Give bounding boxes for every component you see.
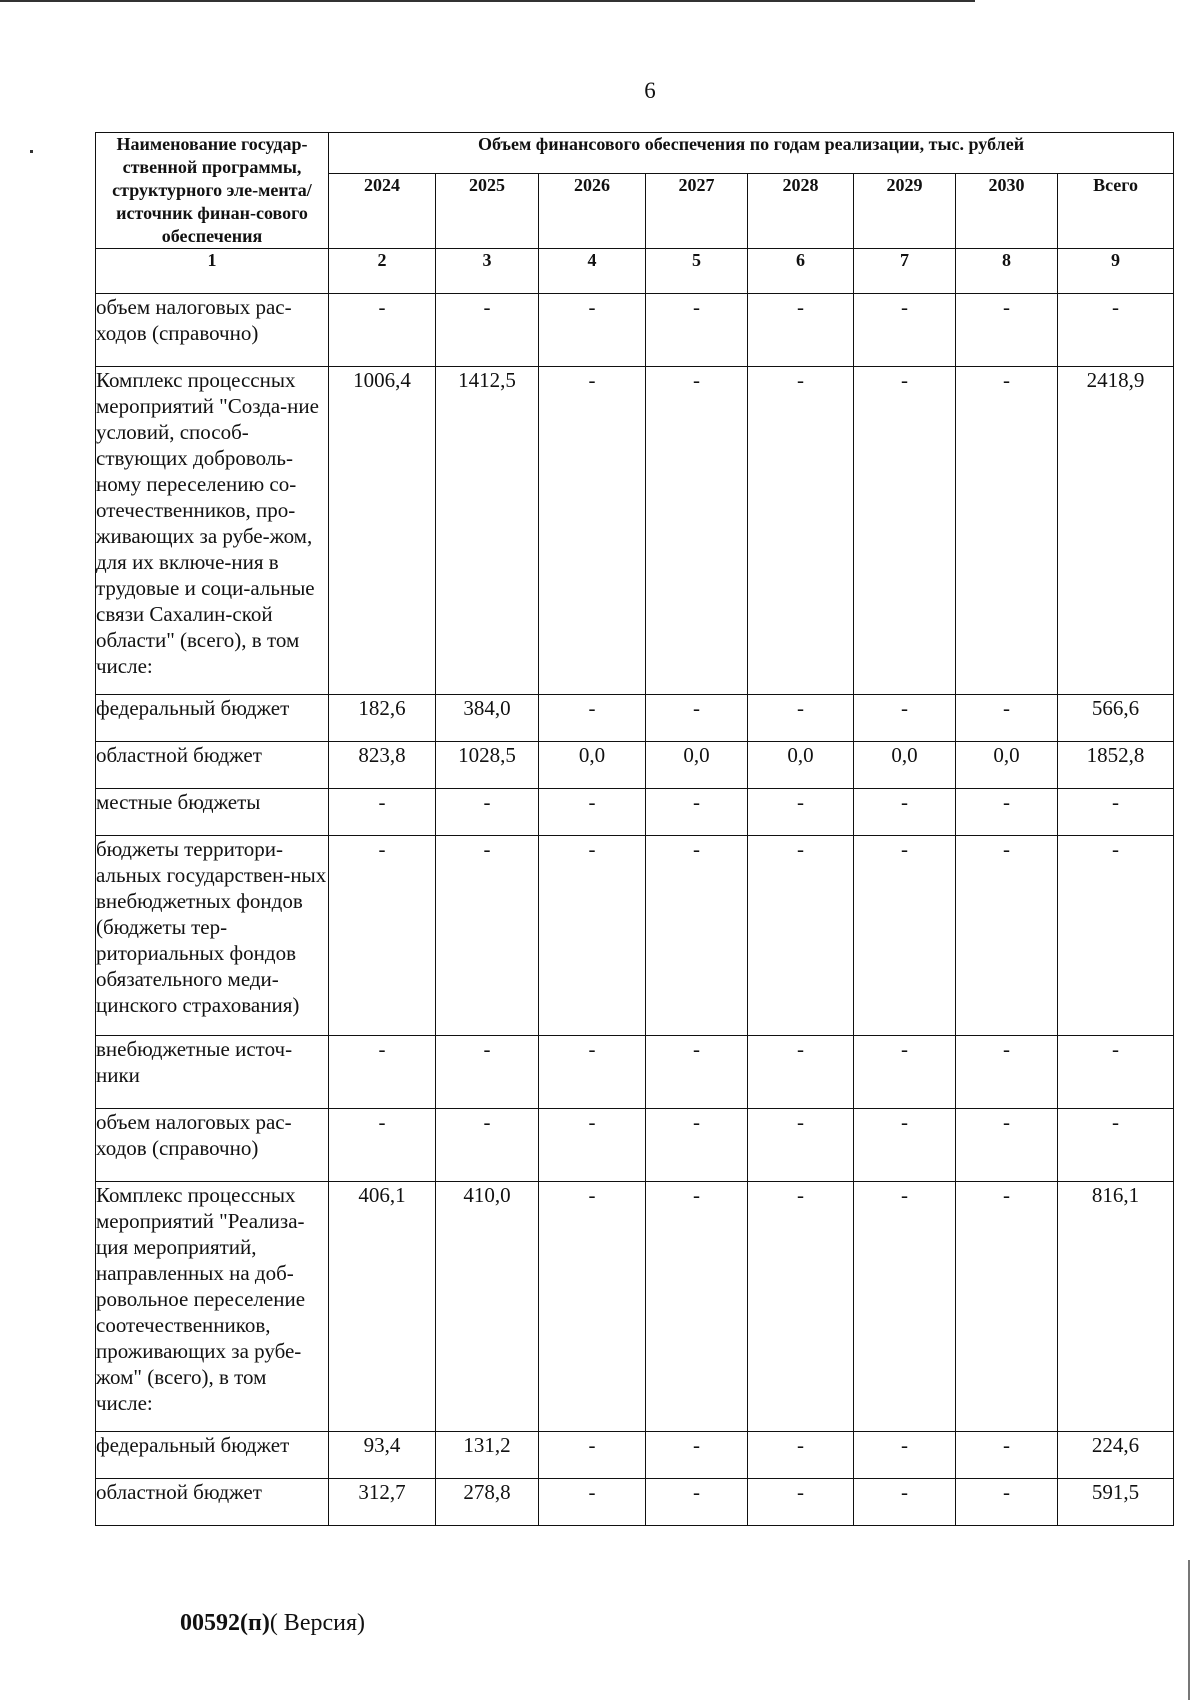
row-value: - bbox=[539, 836, 646, 1036]
row-value: - bbox=[956, 1479, 1058, 1526]
row-value: - bbox=[329, 1036, 436, 1109]
row-value: - bbox=[748, 1479, 854, 1526]
header-year: 2029 bbox=[854, 174, 956, 249]
table-row bbox=[96, 695, 1174, 742]
table-row bbox=[96, 1036, 1174, 1109]
row-value: - bbox=[854, 1182, 956, 1432]
column-number: 6 bbox=[748, 249, 854, 294]
column-number: 7 bbox=[854, 249, 956, 294]
row-value: - bbox=[539, 1036, 646, 1109]
column-number: 2 bbox=[329, 249, 436, 294]
header-name-column: Наименование государ-ственной программы, структурного эле-мента/источник финан-сового обеспечения bbox=[96, 133, 329, 249]
row-name: Комплекс процессных мероприятий "Реализа-ция мероприятий, направленных на доб-ровольное переселение соотечественников, проживающих за рубе-жом" (всего), в том числе: bbox=[96, 1182, 329, 1432]
row-value: - bbox=[956, 1432, 1058, 1479]
row-value: - bbox=[329, 836, 436, 1036]
row-total: 591,5 bbox=[1058, 1479, 1174, 1526]
row-value: - bbox=[539, 1109, 646, 1182]
row-value: 0,0 bbox=[646, 742, 748, 789]
row-value: - bbox=[956, 789, 1058, 836]
row-value: 278,8 bbox=[436, 1479, 539, 1526]
row-value: - bbox=[748, 695, 854, 742]
row-value: - bbox=[329, 1109, 436, 1182]
table-row bbox=[96, 1109, 1174, 1182]
header-year: 2026 bbox=[539, 174, 646, 249]
row-value: - bbox=[854, 294, 956, 367]
column-number: 9 bbox=[1058, 249, 1174, 294]
row-name: объем налоговых рас-ходов (справочно) bbox=[96, 1109, 329, 1182]
column-number: 8 bbox=[956, 249, 1058, 294]
row-value: - bbox=[539, 1479, 646, 1526]
row-value: - bbox=[854, 695, 956, 742]
row-value: 384,0 bbox=[436, 695, 539, 742]
row-value: - bbox=[748, 789, 854, 836]
header-total: Всего bbox=[1058, 174, 1174, 249]
table-row bbox=[96, 1479, 1174, 1526]
row-value: 823,8 bbox=[329, 742, 436, 789]
row-total: 816,1 bbox=[1058, 1182, 1174, 1432]
row-value: - bbox=[854, 1109, 956, 1182]
row-value: 0,0 bbox=[956, 742, 1058, 789]
row-value: - bbox=[539, 1182, 646, 1432]
row-value: - bbox=[539, 695, 646, 742]
row-value: - bbox=[956, 695, 1058, 742]
row-value: 410,0 bbox=[436, 1182, 539, 1432]
row-value: - bbox=[748, 294, 854, 367]
row-name: федеральный бюджет bbox=[96, 695, 329, 742]
top-rule bbox=[0, 0, 975, 2]
row-value: - bbox=[956, 836, 1058, 1036]
document-code bbox=[180, 1610, 365, 1637]
row-value: - bbox=[748, 1036, 854, 1109]
document-code-number: 00592(п) bbox=[180, 1610, 270, 1636]
row-value: - bbox=[436, 294, 539, 367]
row-name: внебюджетные источ-ники bbox=[96, 1036, 329, 1109]
scan-mark-left bbox=[30, 150, 33, 153]
row-value: - bbox=[956, 294, 1058, 367]
row-value: - bbox=[956, 1182, 1058, 1432]
row-value: - bbox=[539, 367, 646, 695]
table-row bbox=[96, 367, 1174, 695]
row-value: - bbox=[646, 294, 748, 367]
row-name: бюджеты территори-альных государствен-ных внебюджетных фондов (бюджеты тер-риториальных фондов обязательного меди-цинского страхования) bbox=[96, 836, 329, 1036]
row-value: 1006,4 bbox=[329, 367, 436, 695]
row-total: - bbox=[1058, 1036, 1174, 1109]
row-value: - bbox=[646, 1109, 748, 1182]
table-row bbox=[96, 836, 1174, 1036]
scan-mark-right bbox=[1188, 1560, 1190, 1700]
row-value: - bbox=[646, 789, 748, 836]
row-value: - bbox=[436, 836, 539, 1036]
row-total: - bbox=[1058, 789, 1174, 836]
page-number: 6 bbox=[644, 78, 656, 103]
document-code-version: ( Версия) bbox=[269, 1610, 365, 1636]
row-value: - bbox=[646, 1479, 748, 1526]
row-value: - bbox=[539, 789, 646, 836]
row-value: - bbox=[329, 294, 436, 367]
row-value: 131,2 bbox=[436, 1432, 539, 1479]
row-value: 93,4 bbox=[329, 1432, 436, 1479]
row-value: - bbox=[854, 1479, 956, 1526]
table-row bbox=[96, 1182, 1174, 1432]
row-value: 312,7 bbox=[329, 1479, 436, 1526]
row-value: - bbox=[956, 367, 1058, 695]
row-value: - bbox=[539, 294, 646, 367]
row-total: 566,6 bbox=[1058, 695, 1174, 742]
row-name: федеральный бюджет bbox=[96, 1432, 329, 1479]
row-value: - bbox=[748, 1432, 854, 1479]
row-value: - bbox=[854, 1036, 956, 1109]
row-value: - bbox=[748, 1109, 854, 1182]
column-number: 3 bbox=[436, 249, 539, 294]
row-total: - bbox=[1058, 1109, 1174, 1182]
header-year: 2028 bbox=[748, 174, 854, 249]
row-value: 182,6 bbox=[329, 695, 436, 742]
row-value: - bbox=[646, 1036, 748, 1109]
row-value: - bbox=[646, 1182, 748, 1432]
column-number: 1 bbox=[96, 249, 329, 294]
header-year: 2027 bbox=[646, 174, 748, 249]
row-value: - bbox=[748, 836, 854, 1036]
row-value: - bbox=[646, 836, 748, 1036]
table-row bbox=[96, 294, 1174, 367]
row-value: 1028,5 bbox=[436, 742, 539, 789]
row-value: - bbox=[956, 1036, 1058, 1109]
row-value: - bbox=[436, 789, 539, 836]
column-number: 4 bbox=[539, 249, 646, 294]
row-total: - bbox=[1058, 294, 1174, 367]
row-total: 2418,9 bbox=[1058, 367, 1174, 695]
row-value: - bbox=[646, 367, 748, 695]
row-name: областной бюджет bbox=[96, 742, 329, 789]
row-value: - bbox=[854, 1432, 956, 1479]
financing-table bbox=[95, 132, 1174, 1526]
row-value: - bbox=[436, 1109, 539, 1182]
header-year: 2024 bbox=[329, 174, 436, 249]
header-year: 2025 bbox=[436, 174, 539, 249]
row-value: - bbox=[748, 1182, 854, 1432]
row-value: - bbox=[854, 789, 956, 836]
row-value: - bbox=[854, 836, 956, 1036]
row-value: - bbox=[854, 367, 956, 695]
row-name: местные бюджеты bbox=[96, 789, 329, 836]
row-total: 224,6 bbox=[1058, 1432, 1174, 1479]
row-value: - bbox=[539, 1432, 646, 1479]
row-total: - bbox=[1058, 836, 1174, 1036]
row-value: 1412,5 bbox=[436, 367, 539, 695]
row-value: - bbox=[329, 789, 436, 836]
row-name: областной бюджет bbox=[96, 1479, 329, 1526]
table-row bbox=[96, 789, 1174, 836]
table-row bbox=[96, 1432, 1174, 1479]
row-value: - bbox=[646, 695, 748, 742]
header-row-group bbox=[96, 133, 1174, 174]
header-group-title: Объем финансового обеспечения по годам реализации, тыс. рублей bbox=[329, 133, 1174, 174]
row-value: 406,1 bbox=[329, 1182, 436, 1432]
row-value: 0,0 bbox=[854, 742, 956, 789]
row-value: - bbox=[956, 1109, 1058, 1182]
header-row-numbers bbox=[96, 249, 1174, 294]
row-value: 0,0 bbox=[748, 742, 854, 789]
row-name: объем налоговых рас-ходов (справочно) bbox=[96, 294, 329, 367]
row-value: - bbox=[436, 1036, 539, 1109]
row-value: - bbox=[748, 367, 854, 695]
row-value: 0,0 bbox=[539, 742, 646, 789]
row-name: Комплекс процессных мероприятий "Созда-ние условий, способ-ствующих доброволь-ному переселению со-отечественников, про-живающих за рубе-жом, для их включе-ния в трудовые и соци-альные связи Сахалин-ской области" (всего), в том числе: bbox=[96, 367, 329, 695]
column-number: 5 bbox=[646, 249, 748, 294]
row-value: - bbox=[646, 1432, 748, 1479]
header-year: 2030 bbox=[956, 174, 1058, 249]
row-total: 1852,8 bbox=[1058, 742, 1174, 789]
table-row bbox=[96, 742, 1174, 789]
